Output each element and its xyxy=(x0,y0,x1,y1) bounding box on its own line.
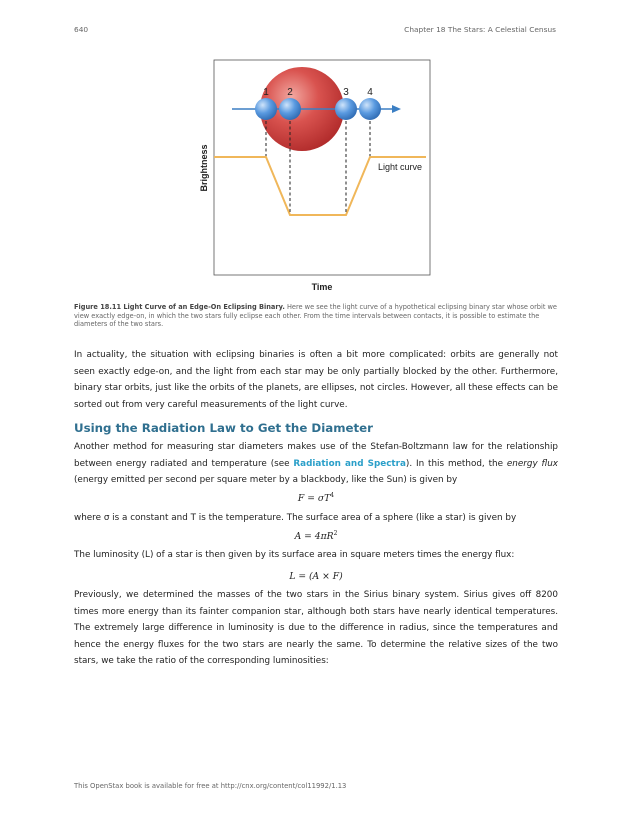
y-axis-label: Brightness xyxy=(199,144,209,192)
chapter-title: Chapter 18 The Stars: A Celestial Census xyxy=(404,25,556,34)
footer-note: This OpenStax book is available for free at http://cnx.org/content/col11992/1.13 xyxy=(74,782,347,790)
eq1-exponent: 4 xyxy=(330,492,335,499)
orbit-arrowhead xyxy=(392,105,401,113)
para2-text-c: (energy emitted per second per square meter by a blackbody, like the Sun) is given by xyxy=(74,475,458,485)
paragraph-surface-area: where σ is a constant and T is the temperature. The surface area of a sphere (like a star) is given by xyxy=(74,513,517,523)
eq1-body: F = σT xyxy=(297,493,331,505)
contact-label-3: 3 xyxy=(343,87,349,98)
contact-label-1: 1 xyxy=(263,87,269,98)
small-star-position-3 xyxy=(335,98,357,120)
equation-energy-flux xyxy=(74,492,558,504)
radiation-and-spectra-link[interactable]: Radiation and Spectra xyxy=(293,458,406,469)
page-number: 640 xyxy=(74,25,89,34)
figure-caption xyxy=(74,303,559,329)
small-star-position-2 xyxy=(279,98,301,120)
equation-surface-area xyxy=(74,530,558,542)
energy-flux-term: energy flux xyxy=(506,458,558,469)
para2-text-b: ). In this method, the xyxy=(405,458,507,469)
eclipsing-binary-figure xyxy=(190,55,440,300)
paragraph-radiation-method xyxy=(74,439,558,489)
light-curve-label: Light curve xyxy=(378,162,423,172)
section-heading: Using the Radiation Law to Get the Diameter xyxy=(74,421,373,435)
paragraph-sirius: Previously, we determined the masses of the two stars in the Sirius binary system. Sirius gives off 8200 times more energy than its fainter companion star, although both stars have nearly identical temperatures. The extremely large difference in luminosity is due to the difference in radius, since the temperatures and hence the energy fluxes for the two stars are nearly the same. To determine the relative sizes of the two stars, we take the ratio of the corresponding luminosities: xyxy=(74,590,558,666)
contact-label-2: 2 xyxy=(287,87,293,98)
small-star-position-4 xyxy=(359,98,381,120)
x-axis-label: Time xyxy=(311,282,333,292)
equation-luminosity: L = (A × F) xyxy=(289,571,343,582)
eq2-exponent: 2 xyxy=(333,530,338,537)
caption-text: Here we see the light curve of a hypothetical eclipsing binary star whose orbit we view exactly edge-on, in which the two stars fully eclipse each other. From the time intervals between contacts, it is possible to estimate the diameters of the two stars. xyxy=(74,303,557,329)
contact-label-4: 4 xyxy=(367,87,373,98)
eq2-body: A = 4πR xyxy=(294,531,334,543)
paragraph-eclipsing-complications: In actuality, the situation with eclipsing binaries is often a bit more complicated: orbits are generally not seen exactly edge-on, and the light from each star may be only partially blocked by the other. Furthermore, binary star orbits, just like the orbits of the planets, are ellipses, not circles. However, all these effects can be sorted out from very careful measurements of the light curve. xyxy=(74,350,558,410)
paragraph-luminosity: The luminosity (L) of a star is then given by its surface area in square meters times the energy flux: xyxy=(74,550,515,560)
small-star-position-1 xyxy=(255,98,277,120)
caption-label: Figure 18.11 Light Curve of an Edge-On Eclipsing Binary. xyxy=(74,303,285,311)
para2-text-a: Another method for measuring star diameters makes use of the Stefan-Boltzmann law for the relationship between energy radiated and temperature (see xyxy=(74,442,558,469)
